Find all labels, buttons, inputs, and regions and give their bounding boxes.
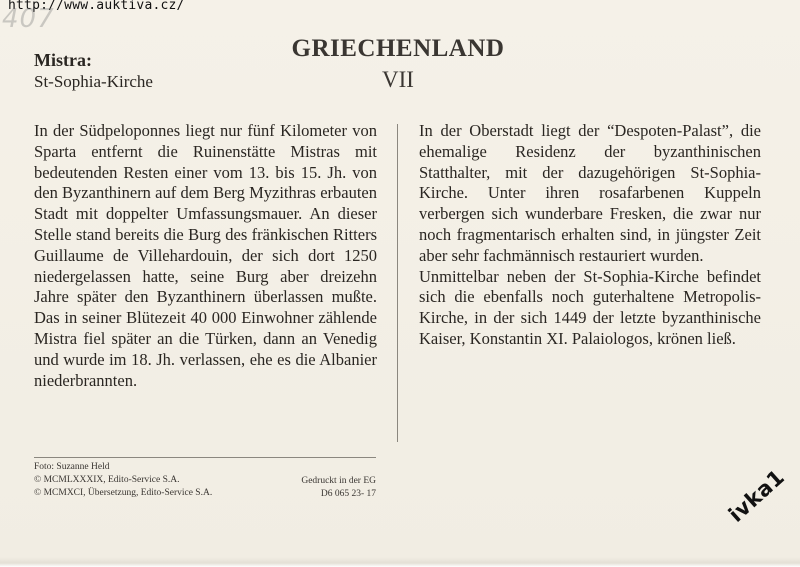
country-heading: GRIECHENLAND xyxy=(291,35,505,62)
card-bottom-edge xyxy=(0,557,800,567)
location-title: Mistra: xyxy=(34,50,92,70)
credits-right xyxy=(250,475,376,501)
left-text-column xyxy=(34,121,377,391)
printed-note: Gedruckt in der EG xyxy=(301,476,376,486)
column-divider xyxy=(397,124,398,442)
copyright-line-1: © MCMLXXXIX, Edito-Service S.A. xyxy=(34,475,180,486)
copyright-line-2: © MCMXCI, Übersetzung, Edito-Service S.A. xyxy=(34,488,213,499)
credits-left xyxy=(34,461,212,501)
handwritten-note: 407 xyxy=(2,4,55,34)
credits-rule xyxy=(34,457,376,458)
series-numeral: VII xyxy=(382,67,414,92)
photo-credit: Foto: Suzanne Held xyxy=(34,462,110,472)
location-subtitle: St-Sophia-Kirche xyxy=(34,72,153,91)
watermark-url: http://www.auktiva.cz/ xyxy=(8,0,185,13)
seller-watermark: ivka1 xyxy=(724,464,790,527)
left-paragraph: In der Südpeloponnes liegt nur fünf Kilometer von Sparta entfernt die Ruinenstätte Mistras mit bedeutenden Resten einer vom 13. bis 15. Jh. von den Byzanthinern auf dem Berg Myzithras erbauten Stadt mit doppelter Umfassungsmauer. An dieser Stelle stand bereits die Burg des fränkischen Ritters Guillaume de Villehardouin, der sich dort 1250 niedergelassen hatte, seine Burg aber dreizehn Jahre später den Byzanthinern überlassen mußte. Das in seiner Blütezeit 40 000 Einwohner zählende Mistra fiel später an die Türken, dann an Venedig und wurde im 18. Jh. verlassen, ehe es die Albanier niederbrannten. xyxy=(34,121,377,390)
right-paragraph-2: Unmittelbar neben der St-Sophia-Kirche befindet sich die ebenfalls noch guterhaltene Metropolis-Kirche, in der sich 1449 der letzte byzanthinische Kaiser, Konstantin XI. Palaiologos, krönen ließ. xyxy=(419,266,761,348)
right-text-column xyxy=(419,121,761,350)
right-paragraph-1: In der Oberstadt liegt der “Despoten-Palast”, die ehemalige Residenz der byzanthinischen Statthalter, mit der dazugehörigen St-Sophia-Kirche. Unter ihren rosafarbenen Kuppeln verbergen sich wunderbare Fresken, die zwar nur noch fragmentarisch erhalten sind, in jüngster Zeit aber sehr fachmännisch restauriert wurden. xyxy=(419,121,761,265)
print-code: D6 065 23- 17 xyxy=(320,489,376,500)
